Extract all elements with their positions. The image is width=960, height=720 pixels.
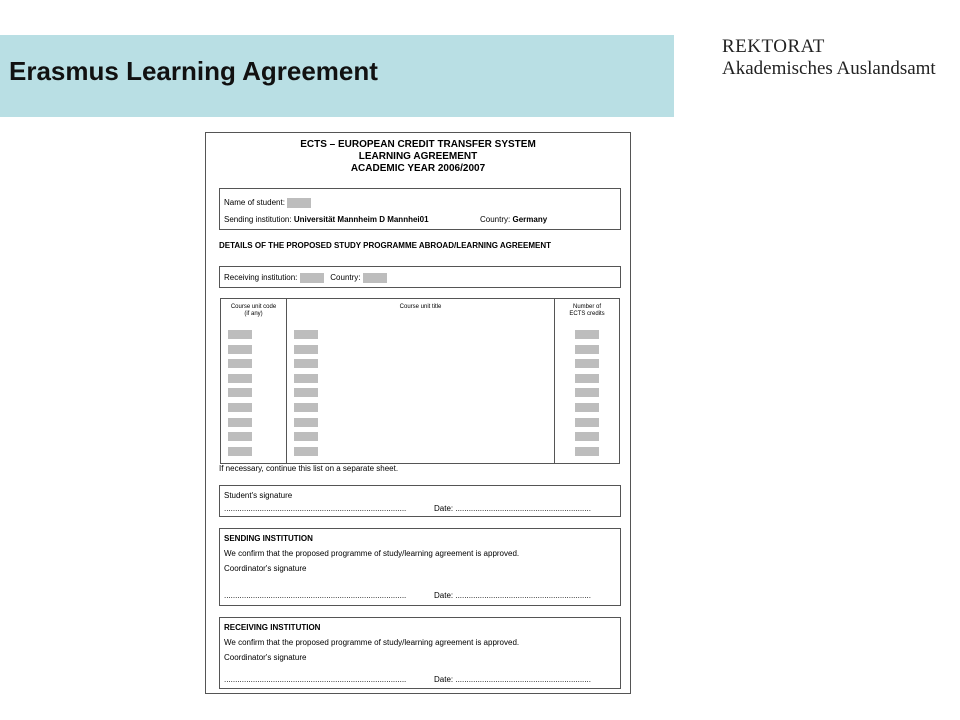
country-value: Germany <box>512 215 548 224</box>
course-code-cell[interactable] <box>228 403 252 412</box>
course-title-cell[interactable] <box>294 359 318 368</box>
course-code-cell[interactable] <box>228 330 252 339</box>
course-code-cell[interactable] <box>228 374 252 383</box>
sending-date-label: Date: <box>434 591 454 600</box>
course-credits-cell[interactable] <box>575 359 599 368</box>
receiving-country-field[interactable] <box>363 273 387 283</box>
course-title-cell[interactable] <box>294 345 318 354</box>
course-credits-cell[interactable] <box>575 418 599 427</box>
name-field[interactable] <box>287 198 311 208</box>
form-header-line-1: ECTS – EUROPEAN CREDIT TRANSFER SYSTEM <box>300 139 536 150</box>
course-credits-cell[interactable] <box>575 388 599 397</box>
student-signature-label: Student's signature <box>224 491 293 500</box>
receiving-field[interactable] <box>300 273 324 283</box>
course-code-cell[interactable] <box>228 388 252 397</box>
sending-institution-box <box>219 528 621 606</box>
sending-confirm-text: We confirm that the proposed programme of study/learning agreement is approved. <box>224 549 520 558</box>
receiving-label: Receiving institution: <box>224 273 298 283</box>
details-heading: DETAILS OF THE PROPOSED STUDY PROGRAMME ABROAD/LEARNING AGREEMENT <box>219 241 552 250</box>
course-title-cell[interactable] <box>294 374 318 383</box>
receiving-institution-heading: RECEIVING INSTITUTION <box>224 623 321 632</box>
logo-line-2: Akademisches Auslandsamt <box>722 58 936 79</box>
sending-value: Universität Mannheim D Mannhei01 <box>293 215 429 224</box>
receiving-institution-box <box>219 617 621 689</box>
form-header-line-2: LEARNING AGREEMENT <box>358 151 478 162</box>
slide-title: Erasmus Learning Agreement <box>9 56 378 86</box>
country-label: Country: <box>480 215 511 224</box>
continue-note: If necessary, continue this list on a separate sheet. <box>219 464 399 473</box>
receiving-signature-line[interactable]: .................................................................................. <box>224 675 407 684</box>
logo <box>722 36 936 80</box>
course-credits-cell[interactable] <box>575 447 599 456</box>
student-signature-line[interactable]: .................................................................................. <box>224 504 407 513</box>
course-credits-cell[interactable] <box>575 374 599 383</box>
course-credits-cell[interactable] <box>575 432 599 441</box>
receiving-coordinator-label: Coordinator's signature <box>224 653 307 662</box>
course-title-cell[interactable] <box>294 432 318 441</box>
student-date-label: Date: <box>434 504 454 513</box>
course-code-cell[interactable] <box>228 447 252 456</box>
col-code-header: Course unit code (if any) <box>230 304 277 317</box>
form-document <box>205 132 631 694</box>
form-header-line-3: ACADEMIC YEAR 2006/2007 <box>350 163 486 174</box>
course-code-cell[interactable] <box>228 432 252 441</box>
student-date-line[interactable]: ............................................................. <box>455 504 591 513</box>
sending-institution-heading: SENDING INSTITUTION <box>224 534 313 543</box>
receiving-date-label: Date: <box>434 675 454 684</box>
receiving-box <box>219 266 621 288</box>
course-credits-cell[interactable] <box>575 330 599 339</box>
course-credits-cell[interactable] <box>575 345 599 354</box>
receiving-date-line[interactable]: ............................................................. <box>455 675 591 684</box>
student-signature-box <box>219 485 621 517</box>
course-code-cell[interactable] <box>228 359 252 368</box>
sending-date-line[interactable]: ............................................................. <box>455 591 591 600</box>
sending-label: Sending institution: <box>224 215 292 224</box>
logo-line-1: REKTORAT <box>722 36 825 57</box>
course-title-cell[interactable] <box>294 403 318 412</box>
name-label: Name of student: <box>224 198 285 208</box>
course-title-cell[interactable] <box>294 447 318 456</box>
sending-coordinator-label: Coordinator's signature <box>224 564 307 573</box>
form-header <box>206 139 630 175</box>
receiving-confirm-text: We confirm that the proposed programme of study/learning agreement is approved. <box>224 638 520 647</box>
student-info-box <box>219 188 621 230</box>
col-title-header: Course unit title <box>399 304 442 310</box>
sending-signature-line[interactable]: .................................................................................. <box>224 591 407 600</box>
course-title-cell[interactable] <box>294 418 318 427</box>
receiving-country-label: Country: <box>330 273 361 283</box>
course-credits-cell[interactable] <box>575 403 599 412</box>
col-credits-header: Number of ECTS credits <box>569 304 605 317</box>
course-table <box>220 298 620 464</box>
course-code-cell[interactable] <box>228 345 252 354</box>
course-title-cell[interactable] <box>294 330 318 339</box>
course-code-cell[interactable] <box>228 418 252 427</box>
course-title-cell[interactable] <box>294 388 318 397</box>
